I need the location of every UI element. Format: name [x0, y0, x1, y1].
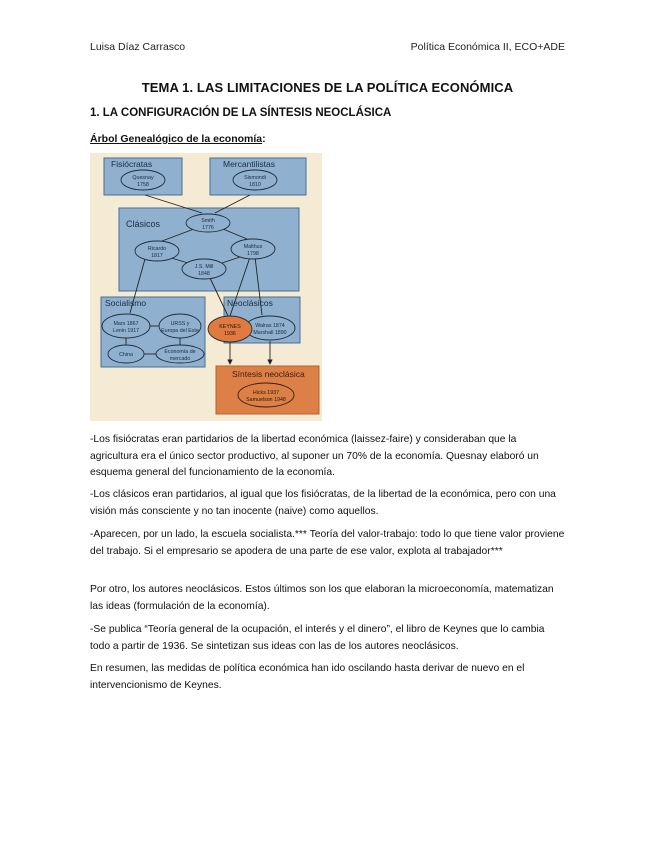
node-walras-line2: Marshall 1890: [253, 330, 287, 336]
node-hicks-line1: Hicks 1937: [252, 390, 280, 396]
label-fisiocratas: Fisiócratas: [111, 159, 153, 169]
node-mercado-line1: Economía de: [164, 349, 196, 355]
label-neoclasicos: Neoclásicos: [227, 298, 273, 308]
node-walras-line1: Walras 1874: [255, 323, 285, 329]
node-malthus-year: 1798: [247, 251, 259, 257]
tree-label: [90, 133, 266, 145]
node-ricardo-year: 1817: [151, 253, 163, 259]
node-marx-line2: Lenin 1917: [112, 328, 140, 334]
header-author: Luisa Díaz Carrasco: [90, 41, 186, 53]
tree-label-colon: :: [262, 133, 266, 145]
node-quesnay-name: Quesnay: [132, 175, 154, 181]
label-socialismo: Socialismo: [105, 298, 147, 308]
node-mercantilist-year: 1810: [249, 182, 261, 188]
paragraph-keynes: -Se publica “Teoría general de la ocupación, el interés y el dinero”, el libro de Keynes que lo cambia todo a partir de 1936. Se sintetizan sus ideas con las de los autores neoclásicos.: [90, 624, 545, 652]
node-ricardo-name: Ricardo: [147, 246, 167, 252]
tree-label-text: Árbol Genealógico de la economía: [90, 133, 263, 145]
node-mill-year: 1848: [198, 271, 210, 277]
label-sintesis: Síntesis neoclásica: [232, 369, 305, 379]
paragraph-resumen: En resumen, las medidas de política económica han ido oscilando hasta derivar de nuevo en el intervencionismo de Keynes.: [90, 663, 525, 691]
node-mercado-line2: mercado: [169, 356, 191, 362]
node-urss-line1: URSS y: [170, 321, 190, 327]
node-quesnay-year: 1758: [137, 182, 149, 188]
header-course: Política Económica II, ECO+ADE: [410, 41, 565, 53]
node-china-name: China: [119, 352, 133, 358]
node-hicks-line2: Samuelson 1948: [246, 397, 286, 403]
node-mill-name: J.S. Mill: [194, 264, 214, 270]
node-marx-line1: Marx 1867: [113, 321, 139, 327]
node-malthus-name: Malthus: [243, 244, 263, 250]
node-keynes-name: KEYNES: [219, 324, 241, 330]
section-heading: 1. LA CONFIGURACIÓN DE LA SÍNTESIS NEOCLÁSICA: [90, 107, 392, 119]
node-smith-year: 1776: [202, 225, 214, 231]
node-smith-name: Smith: [201, 218, 215, 224]
family-tree-diagram: [90, 153, 322, 421]
paragraph-fisiocratas: -Los fisiócratas eran partidarios de la libertad económica (laissez-faire) y consideraban que la agricultura era el único sector productivo, al suponer un 70% de la economía. Quesnay elaboró un esquema general del funcionamiento de la economía.: [90, 434, 539, 478]
node-mercantilist-name: Sismondi: [244, 175, 266, 181]
economics-family-tree-figure: [90, 153, 322, 421]
label-clasicos: Clásicos: [126, 219, 161, 229]
page-title: TEMA 1. LAS LIMITACIONES DE LA POLÍTICA ECONÓMICA: [141, 80, 514, 95]
label-mercantilistas: Mercantilistas: [223, 159, 275, 169]
paragraph-clasicos: -Los clásicos eran partidarios, al igual que los fisiócratas, de la libertad de la económica, pero con una visión más consciente y no tan inocente (naive) como aquellos.: [90, 489, 556, 517]
node-keynes-year: 1936: [224, 331, 236, 337]
paragraph-neoclasicos: Por otro, los autores neoclásicos. Estos últimos son los que elaboran la microeconomía, matematizan las ideas (formulación de la economía).: [90, 584, 554, 612]
paragraph-socialismo: -Aparecen, por un lado, la escuela socialista.*** Teoría del valor-trabajo: todo lo que tiene valor proviene del trabajo. Si el empresario se apodera de una parte de ese valor, explota al trabajador***: [90, 529, 565, 557]
node-urss-line2: Europa del Este: [161, 328, 199, 334]
